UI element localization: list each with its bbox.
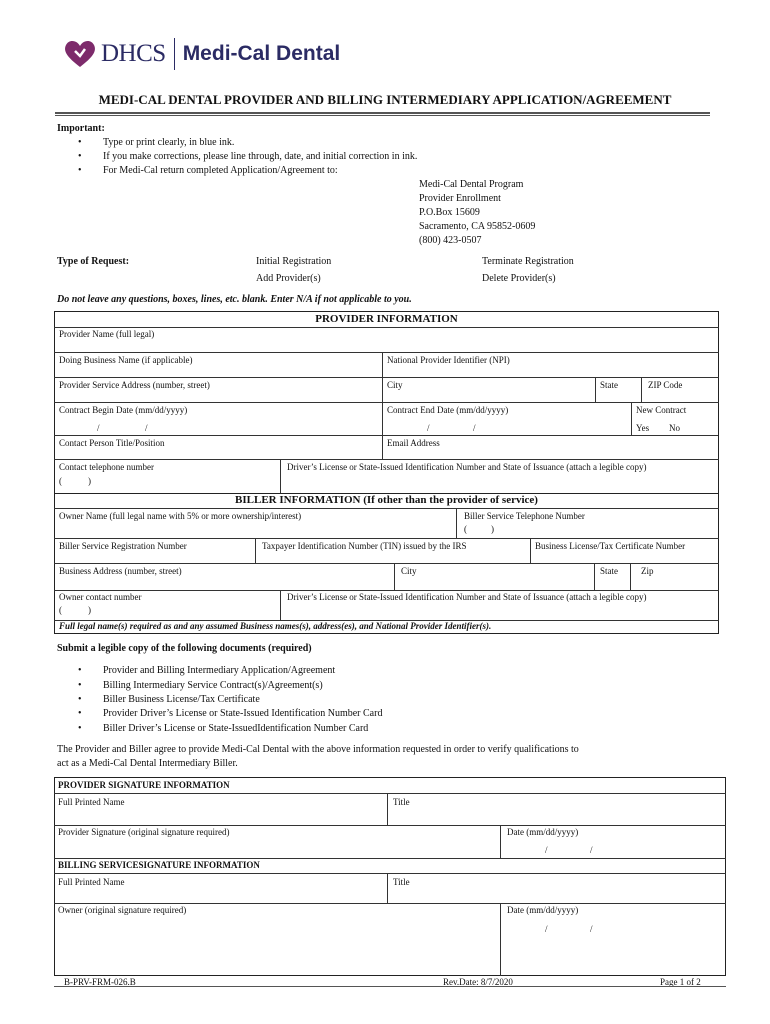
billing-date-field[interactable]: Date (mm/dd/yyyy): [507, 905, 579, 915]
biller-city-field[interactable]: City: [401, 566, 417, 576]
row-line: [54, 352, 719, 353]
date-slash: /: [545, 924, 548, 934]
billing-signature-heading: BILLING SERVICESIGNATURE INFORMATION: [58, 860, 260, 870]
row-line: [54, 377, 719, 378]
provider-state-field[interactable]: State: [600, 380, 618, 390]
dhcs-logo: [63, 37, 340, 71]
row-line: [54, 538, 719, 539]
row-line: [54, 327, 719, 328]
option-delete-provider[interactable]: Delete Provider(s): [482, 273, 556, 284]
type-of-request-label: Type of Request:: [57, 256, 130, 267]
tin-field[interactable]: Taxpayer Identification Number (TIN) issued by the IRS: [262, 541, 467, 551]
footer-rule: [54, 986, 726, 987]
col-line: [456, 508, 457, 538]
col-line: [631, 402, 632, 435]
provider-name-field[interactable]: Provider Name (full legal): [59, 329, 155, 339]
col-line: [280, 590, 281, 620]
contract-end-field[interactable]: Contract End Date (mm/dd/yyyy): [387, 405, 509, 415]
date-slash: /: [473, 423, 476, 433]
col-line: [500, 903, 501, 976]
row-line: [54, 402, 719, 403]
provider-info-heading: PROVIDER INFORMATION: [315, 313, 458, 325]
npi-field[interactable]: National Provider Identifier (NPI): [387, 355, 510, 365]
return-address: Medi-Cal Dental Program Provider Enrollment P.O.Box 15609 Sacramento, CA 95852-0609 (800) 423-0507: [419, 179, 536, 246]
agreement-text-line1: The Provider and Biller agree to provide Medi-Cal Dental with the above information requested in order to verify qualifications to: [57, 744, 579, 755]
option-initial-registration[interactable]: Initial Registration: [256, 256, 332, 267]
col-line: [387, 873, 388, 903]
billing-title-field[interactable]: Title: [393, 877, 410, 887]
provider-zip-field[interactable]: ZIP Code: [648, 380, 683, 390]
biller-phone-field[interactable]: Biller Service Telephone Number: [464, 511, 585, 521]
row-line: [54, 793, 726, 794]
date-slash: /: [590, 924, 593, 934]
owner-contact-field[interactable]: Owner contact number: [59, 592, 142, 602]
provider-date-field[interactable]: Date (mm/dd/yyyy): [507, 827, 579, 837]
provider-printed-name-field[interactable]: Full Printed Name: [58, 797, 125, 807]
col-line: [641, 377, 642, 402]
new-contract-label: New Contract: [636, 405, 687, 415]
provider-title-field[interactable]: Title: [393, 797, 410, 807]
provider-city-field[interactable]: City: [387, 380, 403, 390]
col-line: [382, 402, 383, 435]
email-field[interactable]: Email Address: [387, 438, 440, 448]
contact-phone-field[interactable]: Contact telephone number: [59, 462, 154, 472]
biller-registration-field[interactable]: Biller Service Registration Number: [59, 541, 187, 551]
row-line: [54, 590, 719, 591]
provider-signature-field[interactable]: Provider Signature (original signature required): [58, 827, 230, 837]
col-line: [382, 377, 383, 402]
phone-paren: (: [59, 476, 62, 486]
owner-name-field[interactable]: Owner Name (full legal name with 5% or more ownership/interest): [59, 511, 302, 521]
col-line: [382, 352, 383, 377]
phone-paren: ): [491, 524, 494, 534]
documents-heading: Submit a legible copy of the following documents (required): [57, 643, 312, 654]
provider-address-field[interactable]: Provider Service Address (number, street): [59, 380, 210, 390]
page-number: Page 1 of 2: [660, 977, 701, 987]
signature-box: [54, 777, 726, 976]
important-heading: Important:: [57, 123, 105, 134]
col-line: [280, 459, 281, 493]
revision-date: Rev.Date: 8/7/2020: [443, 977, 513, 987]
logo-dhcs-text: DHCS: [101, 40, 166, 67]
contract-begin-field[interactable]: Contract Begin Date (mm/dd/yyyy): [59, 405, 188, 415]
contact-title-field[interactable]: Contact Person Title/Position: [59, 438, 165, 448]
logo-divider: [174, 38, 175, 70]
new-contract-yes[interactable]: Yes: [636, 423, 650, 433]
phone-paren: ): [88, 476, 91, 486]
date-slash: /: [590, 845, 593, 855]
row-line: [54, 459, 719, 460]
col-line: [382, 435, 383, 459]
date-slash: /: [97, 423, 100, 433]
row-line: [54, 825, 726, 826]
provider-signature-heading: PROVIDER SIGNATURE INFORMATION: [58, 780, 230, 790]
option-add-provider[interactable]: Add Provider(s): [256, 273, 321, 284]
option-terminate-registration[interactable]: Terminate Registration: [482, 256, 574, 267]
dba-field[interactable]: Doing Business Name (if applicable): [59, 355, 193, 365]
biller-info-heading: BILLER INFORMATION (If other than the provider of service): [235, 494, 538, 506]
row-line: [54, 903, 726, 904]
col-line: [530, 538, 531, 563]
page-title: MEDI-CAL DENTAL PROVIDER AND BILLING INTERMEDIARY APPLICATION/AGREEMENT: [98, 92, 672, 107]
heart-logo-icon: [63, 39, 97, 69]
row-line: [690, 435, 718, 436]
col-line: [394, 563, 395, 590]
new-contract-no[interactable]: No: [669, 423, 680, 433]
business-license-field[interactable]: Business License/Tax Certificate Number: [535, 541, 686, 551]
biller-state-field[interactable]: State: [600, 566, 618, 576]
row-line: [54, 563, 719, 564]
logo-program-name: Medi-Cal Dental: [182, 42, 341, 65]
row-line: [54, 873, 726, 874]
title-rule-thin: [55, 115, 710, 116]
col-line: [595, 377, 596, 402]
owner-dl-field[interactable]: Driver’s License or State-Issued Identification Number and State of Issuance (attach a legible copy): [287, 592, 647, 602]
business-address-field[interactable]: Business Address (number, street): [59, 566, 182, 576]
date-slash: /: [427, 423, 430, 433]
col-line: [255, 538, 256, 563]
col-line: [500, 825, 501, 858]
owner-signature-field[interactable]: Owner (original signature required): [58, 905, 187, 915]
col-line: [594, 563, 595, 590]
row-line: [54, 435, 690, 436]
row-line: [54, 858, 726, 859]
biller-note: Full legal name(s) required as and any assumed Business names(s), address(es), and National Provider Identifier(s).: [59, 621, 492, 631]
agreement-text-line2: act as a Medi-Cal Dental Intermediary Biller.: [57, 758, 238, 769]
row-line: [54, 508, 719, 509]
phone-paren: (: [464, 524, 467, 534]
instruction-text: Do not leave any questions, boxes, lines, etc. blank. Enter N/A if not applicable to you.: [57, 294, 412, 305]
date-slash: /: [545, 845, 548, 855]
phone-paren: ): [88, 605, 91, 615]
title-rule: [55, 112, 710, 114]
billing-printed-name-field[interactable]: Full Printed Name: [58, 877, 125, 887]
form-id: B-PRV-FRM-026.B: [64, 977, 136, 987]
biller-zip-field[interactable]: Zip: [641, 566, 654, 576]
provider-dl-field[interactable]: Driver’s License or State-Issued Identification Number and State of Issuance (attach a legible copy): [287, 462, 647, 472]
date-slash: /: [145, 423, 148, 433]
phone-paren: (: [59, 605, 62, 615]
col-line: [630, 563, 631, 590]
col-line: [387, 793, 388, 825]
